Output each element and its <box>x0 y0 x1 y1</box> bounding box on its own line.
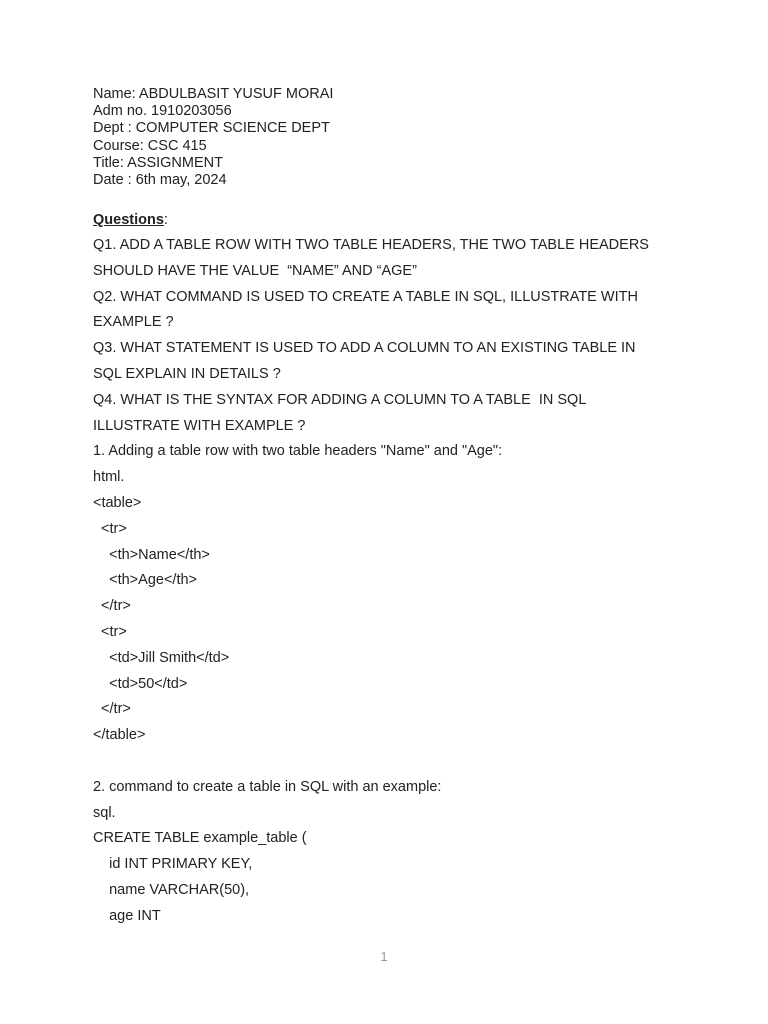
document-line: 2. command to create a table in SQL with an example: <box>93 778 442 795</box>
student-name: Name: ABDULBASIT YUSUF MORAI <box>93 86 334 102</box>
document-line: <th>Age</th> <box>93 572 197 589</box>
document-line: sql. <box>93 804 116 821</box>
document-line: name VARCHAR(50), <box>93 881 250 898</box>
document-line: </tr> <box>93 701 131 718</box>
document-line: EXAMPLE ? <box>93 314 174 331</box>
document-line: 1. Adding a table row with two table headers "Name" and "Age": <box>93 443 503 460</box>
page-number: 1 <box>380 949 388 964</box>
document-line <box>93 749 693 775</box>
document-line: SQL EXPLAIN IN DETAILS ? <box>93 365 281 382</box>
document-line: Q3. WHAT STATEMENT IS USED TO ADD A COLUMN TO AN EXISTING TABLE IN <box>93 340 636 357</box>
document-line: html. <box>93 469 125 486</box>
course: Course: CSC 415 <box>93 137 207 154</box>
document-line: <th>Name</th> <box>93 546 210 563</box>
document-line: <td>Jill Smith</td> <box>93 649 230 666</box>
document-line: </tr> <box>93 598 131 615</box>
document-line: </table> <box>93 727 146 744</box>
document-line: <td>50</td> <box>93 675 188 692</box>
student-info-block <box>93 86 713 189</box>
document-line: ILLUSTRATE WITH EXAMPLE ? <box>93 417 306 434</box>
questions-heading-colon: : <box>163 212 168 228</box>
admission-number: Adm no. 1910203056 <box>93 103 232 120</box>
document-body <box>93 233 693 930</box>
document-line: CREATE TABLE example_table ( <box>93 830 307 847</box>
assignment-title: Title: ASSIGNMENT <box>93 154 223 171</box>
document-line: <table> <box>93 494 142 511</box>
document-line: Q1. ADD A TABLE ROW WITH TWO TABLE HEADERS, THE TWO TABLE HEADERS <box>93 237 649 253</box>
department: Dept : COMPUTER SCIENCE DEPT <box>93 120 330 137</box>
document-line: Q4. WHAT IS THE SYNTAX FOR ADDING A COLUMN TO A TABLE IN SQL <box>93 391 587 408</box>
document-line: <tr> <box>93 623 127 640</box>
document-line: <tr> <box>93 520 127 537</box>
questions-heading <box>93 212 168 228</box>
date: Date : 6th may, 2024 <box>93 172 227 189</box>
document-line: Q2. WHAT COMMAND IS USED TO CREATE A TABLE IN SQL, ILLUSTRATE WITH <box>93 288 638 305</box>
document-line: id INT PRIMARY KEY, <box>93 856 253 873</box>
document-line: SHOULD HAVE THE VALUE “NAME” AND “AGE” <box>93 262 417 279</box>
questions-heading-text: Questions <box>93 212 164 228</box>
document-line: age INT <box>93 907 161 924</box>
